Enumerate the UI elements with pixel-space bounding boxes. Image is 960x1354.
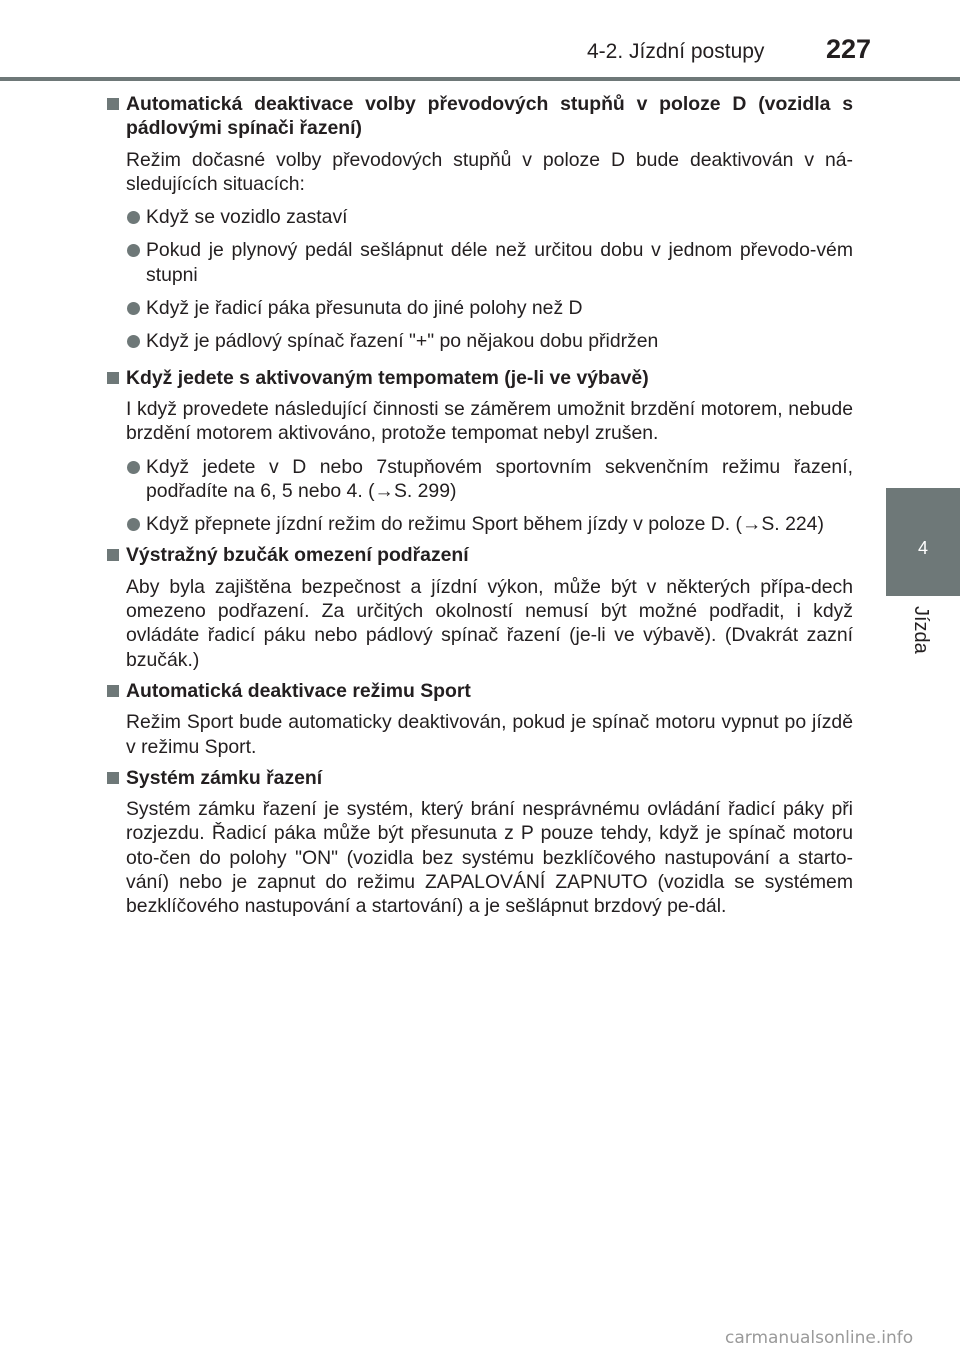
circle-bullet-icon [127,244,140,257]
circle-bullet-icon [127,335,140,348]
square-bullet-icon [107,549,119,561]
square-bullet-icon [107,372,119,384]
list-item-text: Pokud je plynový pedál sešlápnut déle než určitou dobu v jednom převodo-vém stupni [146,239,853,286]
section-title-text: Když jedete s aktivovaným tempomatem (je-li ve výbavě) [126,366,649,389]
section-title-text: Automatická deaktivace režimu Sport [126,679,471,702]
list-item [126,296,853,320]
section-paragraph: Aby byla zajištěna bezpečnost a jízdní výkon, může být v některých přípa-dech omezeno podřazení. Za určitých okolností nemusí být možné podřadit, i když ovládáte řadicí páku nebo pádlový spínač řazení (je-li ve výbavě). (Dvakrát zazní bzučák.) [126,575,853,671]
section [105,679,853,759]
list-item-text: Když se vozidlo zastaví [146,206,348,229]
circle-bullet-icon [127,518,140,531]
section-paragraph: Režim Sport bude automaticky deaktivován, pokud je spínač motoru vypnut po jízdě v režimu Sport. [126,711,853,758]
list-item-text: Když je pádlový spínač řazení "+" po nějakou dobu přidržen [146,330,659,353]
section-title [105,366,853,390]
section [105,543,853,671]
list-item [126,329,853,353]
section-title-text: Automatická deaktivace volby převodových stupňů v poloze D (vozidla s pádlovými spínači řazení) [126,93,853,140]
list-item [126,238,853,287]
chapter-number: 4 [917,538,928,558]
section [105,92,853,354]
list-item-text: Když jedete v D nebo 7stupňovém sportovním sekvenčním režimu řazení, podřadíte na 6, 5 nebo 4. (→S. 299) [146,455,853,502]
list-item [126,455,853,504]
section-paragraph: Režim dočasné volby převodových stupňů v poloze D bude deaktivován v ná-sledujících situacích: [126,148,853,195]
circle-bullet-icon [127,461,140,474]
section-title [105,92,853,141]
section-title [105,679,853,703]
chapter-label: Jízda [910,606,932,654]
section [105,366,853,537]
list-item [126,512,853,536]
section-title [105,543,853,567]
header-divider [0,77,960,81]
section-title-text: Výstražný bzučák omezení podřazení [126,544,469,567]
circle-bullet-icon [127,211,140,224]
square-bullet-icon [107,772,119,784]
header-section-title: 4-2. Jízdní postupy [587,40,765,63]
section-title-text: Systém zámku řazení [126,766,323,789]
square-bullet-icon [107,685,119,697]
section-title [105,766,853,790]
watermark: carmanualsonline.info [725,1328,914,1348]
section-paragraph: I když provedete následující činnosti se záměrem umožnit brzdění motorem, nebude brzdění motorem aktivováno, protože tempomat nebyl zrušen. [126,397,853,445]
square-bullet-icon [107,98,119,110]
section [105,766,853,919]
list-item-text: Když je řadicí páka přesunuta do jiné polohy než D [146,297,583,320]
circle-bullet-icon [127,302,140,315]
list-item-text: Když přepnete jízdní režim do režimu Sport během jízdy v poloze D. (→S. 224) [146,513,824,536]
main-content [105,92,853,926]
section-paragraph: Systém zámku řazení je systém, který brání nesprávnému ovládání řadicí páky při rozjezdu. Řadicí páka může být přesunuta z P pouze tehdy, když je spínač motoru oto-čen do polohy "ON" (vozidla bez systému bezklíčového nastupování a starto-vání) nebo je zapnut do režimu ZAPALOVÁNÍ ZAPNUTO (vozidla se systémem bezklíčového nastupování a startování) a je sešlápnut brzdový pe-dál. [126,798,853,918]
list-item [126,205,853,229]
page-number: 227 [826,34,872,64]
